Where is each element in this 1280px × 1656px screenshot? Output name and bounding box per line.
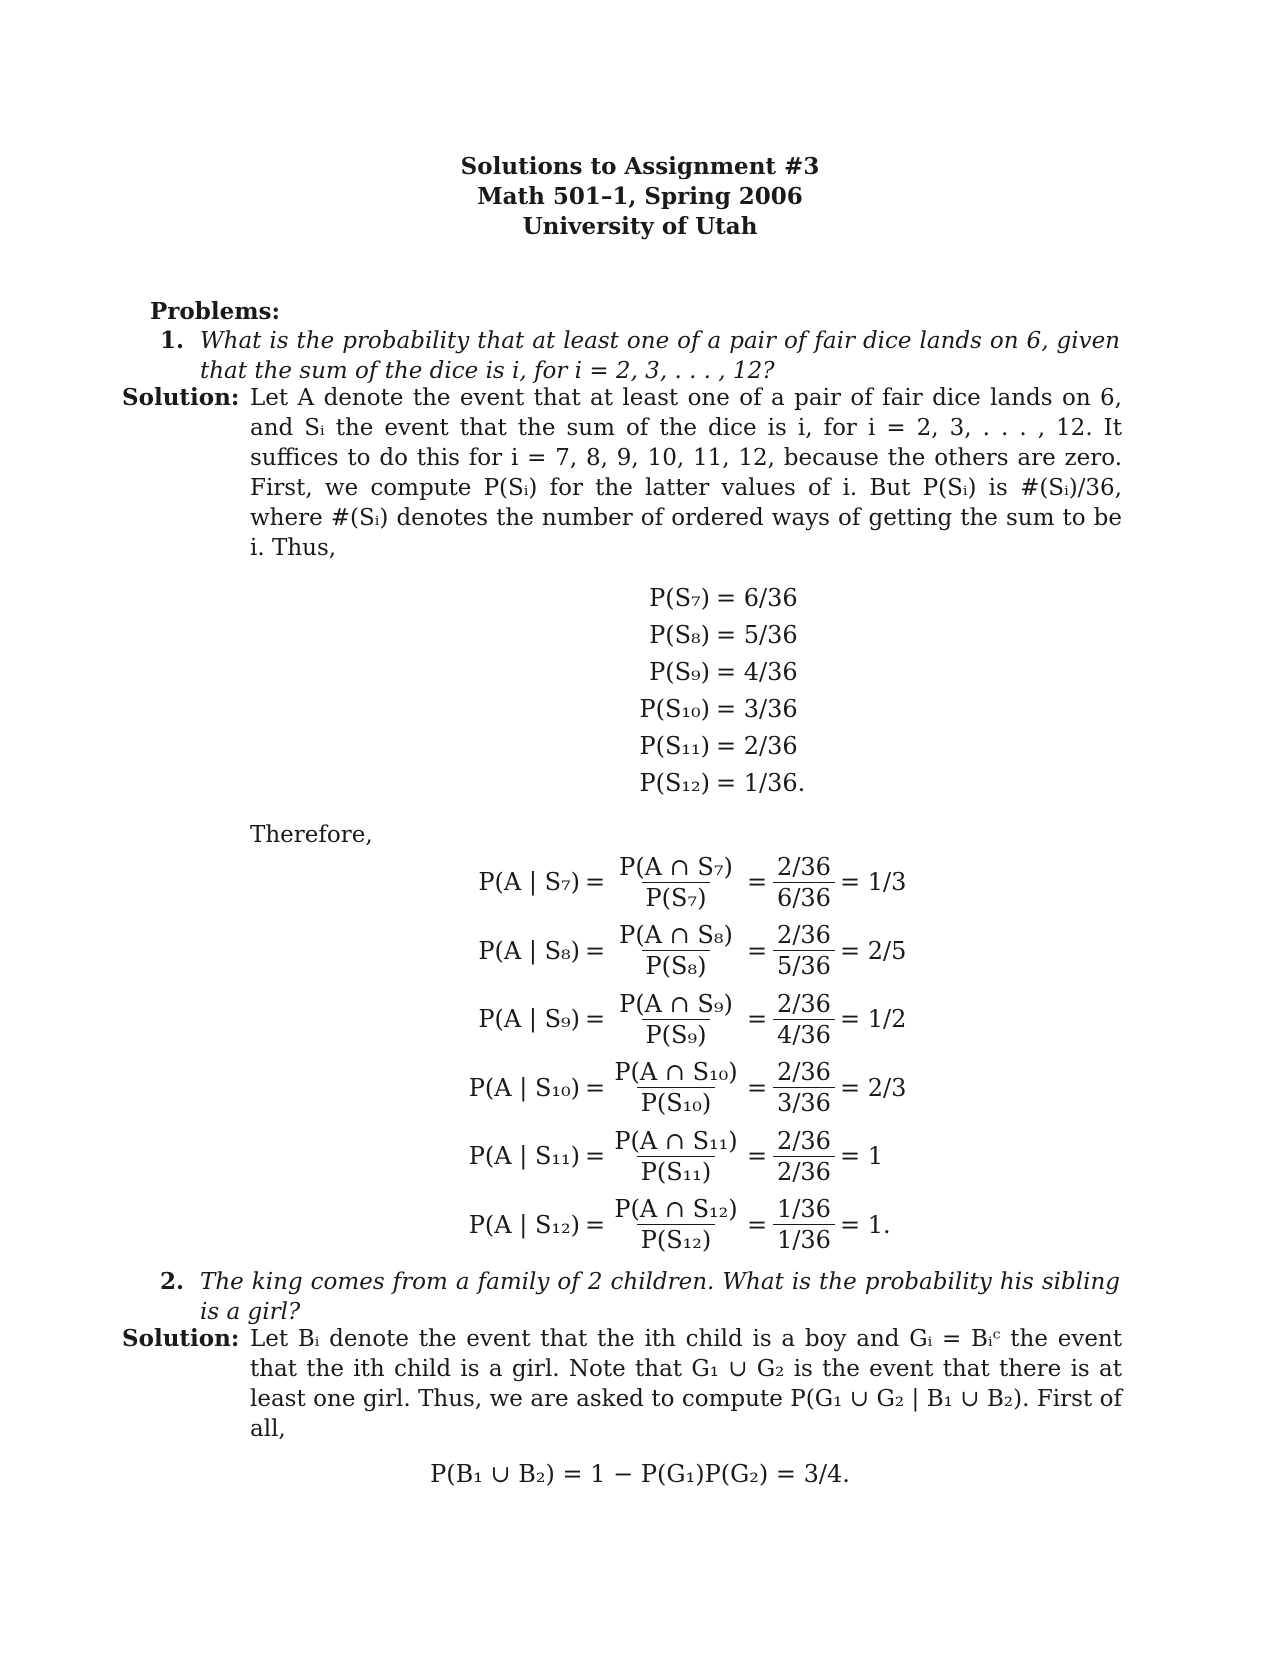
conditional-lhs: P(A | S₈) xyxy=(478,936,580,965)
probability-row xyxy=(560,617,805,654)
equals-sign: = xyxy=(746,1005,768,1034)
fraction xyxy=(610,1194,742,1255)
probability-rhs: = 4/36 xyxy=(716,658,798,686)
conditional-row xyxy=(450,917,906,986)
solution-label: Solution: xyxy=(122,384,240,411)
conditional-result: = 1. xyxy=(840,1210,891,1239)
conditional-result: = 1/2 xyxy=(840,1005,907,1034)
conditional-row xyxy=(450,1191,906,1260)
probability-row xyxy=(560,580,805,617)
fraction xyxy=(772,989,836,1050)
equals-sign: = xyxy=(746,1142,768,1171)
fraction-numerator: 2/36 xyxy=(777,1058,831,1087)
title-line-1: Solutions to Assignment #3 xyxy=(460,153,820,180)
equals-sign: = xyxy=(746,1073,768,1102)
probability-lhs: P(S₉) xyxy=(649,658,710,686)
conditional-lhs: P(A | S₁₁) xyxy=(468,1142,580,1171)
equals-sign: = xyxy=(584,1005,606,1034)
fraction xyxy=(610,1057,742,1118)
problem-2-solution xyxy=(122,1324,1122,1444)
conditional-lhs: P(A | S₉) xyxy=(478,1005,580,1034)
conditional-result: = 1/3 xyxy=(840,868,907,897)
fraction xyxy=(772,1194,836,1255)
fraction xyxy=(610,852,742,913)
fraction-denominator: 6/36 xyxy=(773,882,835,913)
conditional-row xyxy=(450,848,906,917)
fraction-denominator: 4/36 xyxy=(773,1019,835,1050)
equals-sign: = xyxy=(746,868,768,897)
fraction-denominator: P(S₁₂) xyxy=(637,1224,716,1255)
probability-rhs: = 1/36. xyxy=(716,769,806,797)
conditional-row xyxy=(450,1122,906,1191)
probability-row xyxy=(560,654,805,691)
conditional-probability-list xyxy=(450,848,906,1259)
problem-2-question: The king comes from a family of 2 children. What is the probability his sibling is a girl? xyxy=(200,1269,1120,1325)
probability-row xyxy=(560,691,805,728)
fraction-numerator: 2/36 xyxy=(777,852,831,881)
equals-sign: = xyxy=(746,1210,768,1239)
equals-sign: = xyxy=(584,1210,606,1239)
fraction-denominator: P(S₇) xyxy=(642,882,711,913)
solution-text: Let Bᵢ denote the event that the ith child is a boy and Gᵢ = Bᵢᶜ the event that the ith child is a girl. Note that G₁ ∪ G₂ is the event that there is at least one girl. Thus, we are asked to compute P(G₁ ∪ G₂ | B₁ ∪ B₂). First of all, xyxy=(250,1326,1122,1442)
probability-lhs: P(S₁₂) xyxy=(639,769,710,797)
conditional-row xyxy=(450,1054,906,1123)
equals-sign: = xyxy=(746,936,768,965)
fraction-denominator: 3/36 xyxy=(773,1087,835,1118)
probability-rhs: = 6/36 xyxy=(716,584,798,612)
fraction xyxy=(772,852,836,913)
conditional-lhs: P(A | S₁₀) xyxy=(468,1073,580,1102)
fraction-denominator: P(S₁₁) xyxy=(637,1156,716,1187)
fraction xyxy=(610,920,742,981)
fraction-denominator: 2/36 xyxy=(773,1156,835,1187)
display-equation: P(B₁ ∪ B₂) = 1 − P(G₁)P(G₂) = 3/4. xyxy=(430,1460,850,1488)
therefore-text: Therefore, xyxy=(250,822,373,848)
probability-lhs: P(S₇) xyxy=(649,584,710,612)
probability-row xyxy=(560,728,805,765)
probability-lhs: P(S₈) xyxy=(649,621,710,649)
conditional-lhs: P(A | S₇) xyxy=(478,868,580,897)
solution-label: Solution: xyxy=(122,1325,240,1352)
problem-2 xyxy=(160,1267,1120,1327)
problem-2-number: 2. xyxy=(160,1268,185,1295)
conditional-result: = 2/3 xyxy=(840,1073,907,1102)
conditional-result: = 1 xyxy=(840,1142,884,1171)
fraction-denominator: P(S₁₀) xyxy=(637,1087,716,1118)
conditional-row xyxy=(450,985,906,1054)
problem-1 xyxy=(160,326,1120,386)
fraction-numerator: 2/36 xyxy=(777,921,831,950)
solution-text: Let A denote the event that at least one of a pair of fair dice lands on 6, and Sᵢ the event that the sum of the dice is i, for i = 2, 3, . . . , 12. It suffices to do this for i = 7, 8, 9, 10, 11, 12, because the others are zero. First, we compute P(Sᵢ) for the latter values of i. But P(Sᵢ) is #(Sᵢ)/36, where #(Sᵢ) denotes the number of ordered ways of getting the sum to be i. Thus, xyxy=(250,385,1122,561)
problem-1-question: What is the probability that at least one of a pair of fair dice lands on 6, given that the sum of the dice is i, for i = 2, 3, . . . , 12? xyxy=(200,328,1120,384)
probability-lhs: P(S₁₀) xyxy=(639,695,710,723)
probability-rhs: = 5/36 xyxy=(716,621,798,649)
fraction-numerator: P(A ∩ S₁₀) xyxy=(614,1058,738,1087)
probability-list xyxy=(560,580,805,802)
title-line-2: Math 501–1, Spring 2006 xyxy=(477,183,803,210)
fraction-denominator: 5/36 xyxy=(773,950,835,981)
equals-sign: = xyxy=(584,936,606,965)
fraction-numerator: P(A ∩ S₉) xyxy=(619,989,733,1018)
problems-heading: Problems: xyxy=(150,298,280,325)
equals-sign: = xyxy=(584,1142,606,1171)
problem-1-solution xyxy=(122,383,1122,563)
fraction xyxy=(772,1057,836,1118)
conditional-lhs: P(A | S₁₂) xyxy=(468,1210,580,1239)
fraction-numerator: 2/36 xyxy=(777,989,831,1018)
fraction xyxy=(610,1126,742,1187)
fraction-numerator: 1/36 xyxy=(777,1195,831,1224)
probability-lhs: P(S₁₁) xyxy=(639,732,710,760)
fraction-denominator: P(S₉) xyxy=(642,1019,711,1050)
fraction-numerator: 2/36 xyxy=(777,1126,831,1155)
probability-rhs: = 3/36 xyxy=(716,695,798,723)
probability-rhs: = 2/36 xyxy=(716,732,798,760)
fraction-numerator: P(A ∩ S₇) xyxy=(619,852,733,881)
problem-1-number: 1. xyxy=(160,327,185,354)
fraction-numerator: P(A ∩ S₁₂) xyxy=(614,1195,738,1224)
fraction xyxy=(610,989,742,1050)
fraction-numerator: P(A ∩ S₈) xyxy=(619,921,733,950)
fraction-numerator: P(A ∩ S₁₁) xyxy=(614,1126,738,1155)
fraction-denominator: P(S₈) xyxy=(642,950,711,981)
probability-row xyxy=(560,765,805,802)
fraction-denominator: 1/36 xyxy=(773,1224,835,1255)
conditional-result: = 2/5 xyxy=(840,936,907,965)
fraction xyxy=(772,920,836,981)
equals-sign: = xyxy=(584,1073,606,1102)
title-line-3: University of Utah xyxy=(522,213,758,240)
document-title xyxy=(0,152,1280,242)
equals-sign: = xyxy=(584,868,606,897)
fraction xyxy=(772,1126,836,1187)
